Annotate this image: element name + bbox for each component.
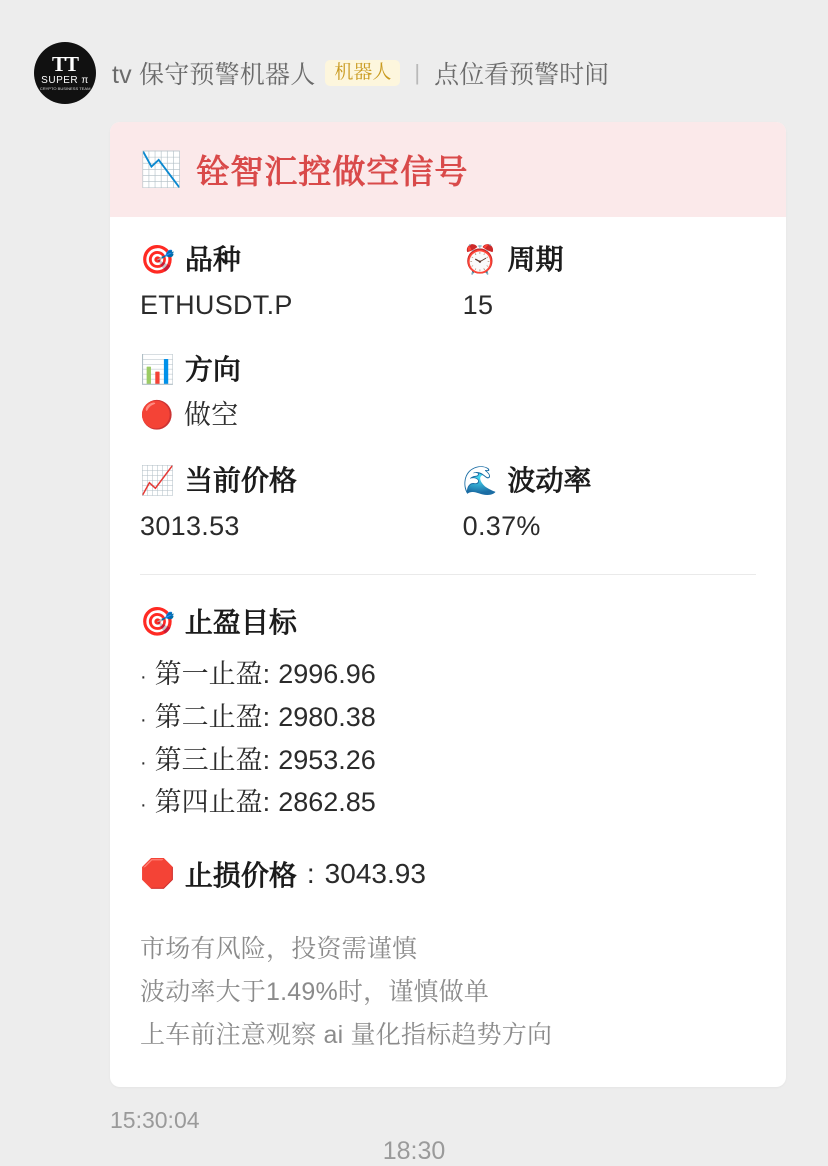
take-profit-list (140, 653, 756, 824)
tp-value: 2996.96 (278, 659, 376, 690)
session-time: 18:30 (382, 1137, 446, 1165)
field-direction (140, 349, 463, 433)
price-label-row (140, 460, 463, 502)
list-item (140, 739, 756, 782)
card-title-bar (110, 122, 786, 217)
price-value: 3013.53 (140, 510, 240, 541)
direction-spacer (463, 349, 756, 433)
take-profit-title-row (140, 601, 756, 641)
symbol-label: 品种 (184, 244, 241, 275)
row-direction (140, 349, 756, 433)
disclaimer-notes (140, 928, 756, 1057)
stop-loss-separator: : (306, 857, 315, 889)
period-label: 周期 (507, 244, 564, 275)
direction-label-row (140, 349, 463, 391)
period-value: 15 (462, 290, 494, 320)
bar-chart-icon: 📊 (140, 354, 175, 386)
tp-label: 第三止盈: (154, 744, 271, 775)
note-line-3: 上车前注意观察 ai 量化指标趋势方向 (140, 1020, 553, 1049)
target-icon: 🎯 (140, 244, 175, 275)
message-header (0, 0, 828, 104)
card-title: 铨智汇控做空信号 (196, 153, 469, 190)
header-divider: | (414, 60, 421, 85)
tp-value: 2953.26 (278, 744, 376, 775)
stop-sign-icon: 🛑 (140, 858, 175, 890)
list-item (140, 653, 756, 696)
direction-value: 做空 (183, 400, 239, 431)
list-item (140, 696, 756, 739)
tp-label: 第四止盈: (154, 787, 271, 818)
note-line-1: 市场有风险，投资需谨慎 (140, 934, 418, 963)
direction-value-row (140, 397, 463, 433)
section-divider (140, 574, 756, 575)
wave-icon: 🌊 (462, 464, 498, 496)
field-volatility (463, 460, 756, 544)
tp-label: 第一止盈: (154, 659, 271, 690)
price-label: 当前价格 (184, 464, 297, 496)
avatar[interactable] (34, 42, 96, 104)
avatar-bottom-text: SUPER π (41, 75, 89, 86)
period-label-row (463, 239, 756, 281)
direction-label: 方向 (184, 354, 241, 386)
stop-loss-value: 3043.93 (324, 857, 426, 889)
note-line-2: 波动率大于1.49%时，谨慎做单 (140, 977, 490, 1006)
sender-note: 点位看预警时间 (434, 61, 610, 89)
chart-down-icon: 📉 (140, 150, 183, 189)
bullet: · (140, 666, 147, 689)
symbol-value: ETHUSDT.P (140, 290, 293, 320)
bullet: · (140, 708, 147, 731)
bullet: · (140, 794, 147, 817)
tp-value: 2862.85 (278, 787, 376, 818)
row-symbol-period (140, 239, 756, 323)
volatility-label: 波动率 (507, 464, 592, 496)
volatility-label-row (463, 460, 756, 502)
stop-loss-row (140, 854, 756, 894)
bullet: · (140, 751, 147, 774)
chart-up-icon: 📈 (140, 464, 175, 496)
stop-loss-label: 止损价格 (184, 859, 297, 891)
red-circle-icon: 🔴 (140, 400, 174, 431)
take-profit-title: 止盈目标 (184, 607, 297, 639)
field-period (463, 239, 756, 323)
field-price (140, 460, 463, 544)
tp-value: 2980.38 (278, 701, 376, 732)
alarm-clock-icon: ⏰ (462, 244, 498, 275)
sender-name: tv 保守预警机器人 (112, 61, 316, 89)
sender-info (112, 55, 609, 91)
avatar-sub-text: CRYPTO BUSINESS TEAM (39, 86, 91, 91)
row-price-volatility (140, 460, 756, 544)
target-icon-tp: 🎯 (140, 605, 175, 637)
tp-label: 第二止盈: (154, 701, 271, 732)
signal-card[interactable] (110, 122, 786, 1087)
message-timestamp: 15:30:04 (110, 1106, 200, 1133)
field-symbol (140, 239, 463, 323)
symbol-label-row (140, 239, 463, 281)
avatar-top-text: TT (51, 52, 78, 76)
card-body (110, 217, 786, 1087)
list-item (140, 781, 756, 824)
volatility-value: 0.37% (462, 510, 541, 541)
bot-badge: 机器人 (325, 60, 400, 86)
